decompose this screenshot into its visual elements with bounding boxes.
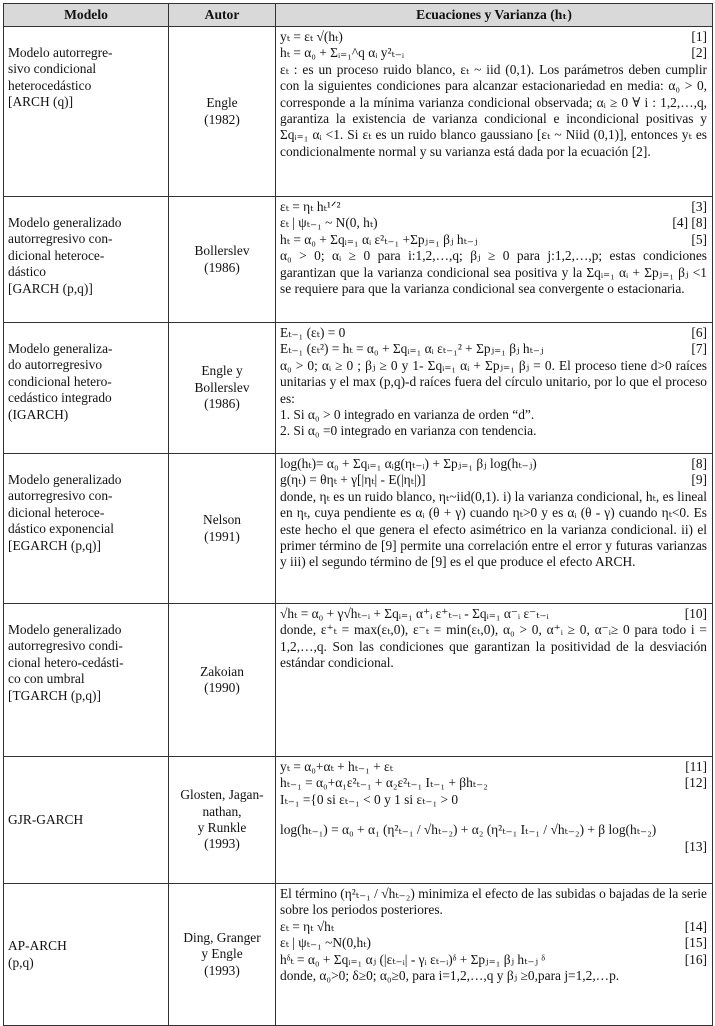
modelo-line: Modelo generalizado — [8, 622, 122, 637]
modelo-line: (IGARCH) — [8, 406, 69, 422]
autor-line: Bollerslev — [194, 379, 250, 395]
equation-number: [6] — [691, 325, 707, 340]
autor-cell — [169, 884, 276, 1026]
equation: hₜ = α₀ + Σᵢ₌₁^q αᵢ y²ₜ₋ᵢ — [280, 45, 405, 61]
autor-cell — [169, 27, 276, 197]
equation-line — [280, 919, 707, 935]
autor-cell — [169, 323, 276, 454]
equation: Iₜ₋₁ ={0 si εₜ₋₁ < 0 y 1 si εₜ₋₁ > 0 — [280, 791, 459, 807]
table-row — [4, 323, 713, 454]
models-table — [3, 3, 713, 1026]
equation-number: [12] — [684, 775, 707, 791]
modelo-cell — [4, 197, 169, 323]
equation-number: [14] — [684, 918, 707, 934]
modelo-line: heterocedástico — [8, 77, 92, 93]
ecuaciones-cell — [276, 197, 713, 323]
equation-line — [280, 935, 707, 951]
modelo-line: co con umbral — [8, 671, 85, 687]
equation-line — [280, 952, 707, 968]
modelo-line: [EGARCH (p,q)] — [8, 537, 101, 553]
intro-text: El término (η²ₜ₋₁ / √hₜ₋₂) minimiza el efecto de las subidas o bajadas de la serie sobre los periodos posteriores. — [280, 886, 707, 918]
equation-number: [8] — [691, 456, 707, 471]
body-text: donde, α₀>0; δ≥0; α₀≥0, para i=1,2,…,q y βⱼ ≥0,para j=1,2,…p. — [280, 968, 620, 984]
autor-line: Engle y — [201, 363, 243, 379]
equation: log(hₜ₋₁) = α₀ + α₁ (η²ₜ₋₁ / √hₜ₋₂) + α₂ (η²ₜ₋₁ Iₜ₋₁ / √hₜ₋₂) + β log(hₜ₋₂) — [280, 822, 657, 838]
body-text: donde, ηₜ es un ruido blanco, ηₜ~iid(0,1). i) la varianza condicional, hₜ, es lineal en ηₜ, cuya pendiente es αᵢ (θ + γ) cuando ηₜ>0 y es αᵢ (θ - γ) cuando ηₜ<0. Es este hecho el que genera el efecto asimétrico en la varianza condicional. ii) el primer término de [9] permite una correlación entre el error y futuras varianzas y iii) el segundo término de [9] es el que produce el efecto ARCH. — [280, 488, 707, 570]
modelo-cell — [4, 454, 169, 604]
equation-line — [280, 45, 707, 61]
modelo-line: (p,q) — [8, 954, 34, 970]
modelo-line: [TGARCH (p,q)] — [8, 687, 101, 703]
equation: εₜ = ηₜ √hₜ — [280, 918, 335, 934]
equation-number: [15] — [684, 935, 707, 951]
autor-line: Glosten, Jagan- — [180, 787, 264, 803]
equation-line — [280, 839, 707, 855]
modelo-cell — [4, 604, 169, 757]
equation-number: [2] — [691, 45, 707, 61]
equation-number: [13] — [684, 838, 707, 854]
table-row — [4, 604, 713, 757]
equation-line — [280, 759, 707, 775]
equation-line — [280, 29, 707, 45]
autor-line: (1982) — [204, 111, 240, 127]
equation-number: [16] — [684, 951, 707, 967]
modelo-line: Modelo generaliza- — [8, 341, 113, 356]
autor-cell — [169, 197, 276, 323]
autor-line: nathan, — [202, 803, 242, 819]
table-row — [4, 197, 713, 323]
modelo-line: autorregresivo con- — [8, 488, 113, 504]
modelo-line: autorregresivo con- — [8, 231, 113, 247]
autor-line: (1990) — [204, 680, 240, 695]
equation: εₜ | ψₜ₋₁ ~ N(0, hₜ) — [280, 215, 378, 231]
modelo-line: autorregresivo condi- — [8, 638, 123, 654]
header-autor: Autor — [169, 4, 276, 27]
equation: hᵟₜ = α₀ + Σqᵢ₌₁ αⱼ (|εₜ₋ᵢ| - γᵢ εₜ₋ᵢ)ᵟ + Σpⱼ₌₁ βⱼ hₜ₋ⱼ ᵟ — [280, 951, 545, 967]
modelo-cell — [4, 884, 169, 1026]
equation: εₜ | ψₜ₋₁ ~N(0,hₜ) — [280, 935, 371, 951]
modelo-line: GJR-GARCH — [8, 811, 84, 827]
equation-line — [280, 775, 707, 791]
autor-cell — [169, 454, 276, 604]
equation: hₜ = α₀ + Σqᵢ₌₁ αᵢ ε²ₜ₋₁ +Σpⱼ₌₁ βⱼ hₜ₋ⱼ — [280, 231, 478, 247]
equation-number — [701, 792, 707, 808]
equation: g(ηₜ) = θηₜ + γ[|ηₜ| - E(|ηₜ|)] — [280, 472, 426, 488]
autor-line: y Engle — [201, 946, 243, 962]
autor-line: (1991) — [204, 528, 240, 544]
equation-line — [280, 199, 707, 215]
ecuaciones-cell — [276, 604, 713, 757]
spacer — [280, 808, 707, 822]
equation-line — [280, 606, 707, 622]
equation: Eₜ₋₁ (εₜ²) = hₜ = α₀ + Σqᵢ₌₁ αᵢ εₜ₋₁² + Σpⱼ₌₁ βⱼ hₜ₋ⱼ — [280, 341, 544, 357]
body-text: α₀ > 0; αᵢ ≥ 0 ; βⱼ ≥ 0 y 1- Σqᵢ₌₁ αᵢ + Σpⱼ₌₁ βⱼ = 0. El proceso tiene d>0 raíces unitarias y el max (p,q)-d raíces fuera del círculo unitario, por lo que el proceso es: — [280, 357, 707, 406]
autor-line: Ding, Granger — [183, 929, 261, 945]
modelo-line: condicional hetero- — [8, 373, 112, 389]
modelo-line: cedástico integrado — [8, 390, 112, 406]
autor-cell — [169, 604, 276, 757]
modelo-line: Modelo autorregre- — [8, 45, 113, 60]
equation: Eₜ₋₁ (εₜ) = 0 — [280, 325, 346, 340]
modelo-line: do autorregresivo — [8, 357, 103, 373]
ecuaciones-cell — [276, 884, 713, 1026]
ecuaciones-cell — [276, 323, 713, 454]
modelo-line: dicional heteroce- — [8, 504, 105, 520]
equation-number: [1] — [691, 29, 707, 44]
table-row — [4, 454, 713, 604]
body-text: donde, ε⁺ₜ = max(εₜ,0), ε⁻ₜ = min(εₜ,0), α₀ > 0, α⁺ᵢ ≥ 0, α⁻ᵢ≥ 0 para todo i = 1,2,…,q. Son las condiciones que garantizan la positividad de la desviación estándar condicional. — [280, 622, 707, 671]
equation-number: [11] — [685, 759, 707, 774]
table-body — [4, 27, 713, 1026]
equation-number: [10] — [684, 606, 707, 621]
modelo-cell — [4, 757, 169, 884]
modelo-line: sivo condicional — [8, 61, 97, 77]
autor-line: Engle — [206, 95, 238, 111]
modelo-line: AP-ARCH — [8, 938, 67, 954]
equation-line — [280, 792, 707, 808]
modelo-line: dicional heteroce- — [8, 247, 105, 263]
header-modelo: Modelo — [4, 4, 169, 27]
equation-line — [280, 456, 707, 472]
list-item: 2. Si α₀ =0 integrado en varianza con tendencia. — [280, 423, 537, 439]
header-ecuaciones: Ecuaciones y Varianza (hₜ) — [276, 4, 713, 27]
equation-line — [280, 232, 707, 248]
ecuaciones-cell — [276, 27, 713, 197]
autor-line: (1993) — [204, 962, 240, 978]
equation: hₜ₋₁ = α₀+α₁ε²ₜ₋₁ + α₂ε²ₜ₋₁ Iₜ₋₁ + βhₜ₋₂ — [280, 775, 488, 791]
modelo-line: cional hetero-cedásti- — [8, 654, 124, 670]
equation-line — [280, 215, 707, 231]
header-row — [4, 4, 713, 27]
equation: yₜ = α₀+αₜ + hₜ₋₁ + εₜ — [280, 759, 393, 774]
equation-number: [5] — [691, 231, 707, 247]
autor-line: (1986) — [204, 259, 240, 275]
autor-line: (1986) — [204, 396, 240, 412]
equation-line — [280, 325, 707, 341]
list-item: 1. Si α₀ > 0 integrado en varianza de orden “d”. — [280, 407, 535, 423]
ecuaciones-cell — [276, 757, 713, 884]
autor-line: Nelson — [203, 512, 241, 528]
equation: √hₜ = α₀ + γ√hₜ₋ᵢ + Σqᵢ₌₁ α⁺ᵢ ε⁺ₜ₋ᵢ - Σqᵢ₌₁ α⁻ᵢ ε⁻ₜ₋ᵢ — [280, 606, 549, 621]
modelo-line: dástico — [8, 264, 46, 280]
equation-line — [280, 341, 707, 357]
modelo-cell — [4, 323, 169, 454]
autor-line: Zakoian — [200, 663, 244, 679]
modelo-cell — [4, 27, 169, 197]
modelo-line: [GARCH (p,q)] — [8, 280, 93, 296]
modelo-line: [ARCH (q)] — [8, 94, 74, 110]
equation: εₜ = ηₜ hₜ¹ᐟ² — [280, 199, 341, 214]
table-row — [4, 757, 713, 884]
modelo-line: Modelo generalizado — [8, 472, 122, 487]
table-row — [4, 884, 713, 1026]
modelo-line: Modelo generalizado — [8, 215, 122, 230]
equation-number: [3] — [691, 199, 707, 214]
table-row — [4, 27, 713, 197]
equation: log(hₜ)= α₀ + Σqᵢ₌₁ αᵢg(ηₜ₋ᵢ) + Σpⱼ₌₁ βⱼ log(hₜ₋ⱼ) — [280, 456, 537, 471]
autor-line: Bollerslev — [194, 243, 250, 259]
autor-line: y Runkle — [197, 820, 247, 835]
equation-line — [280, 472, 707, 488]
autor-cell — [169, 757, 276, 884]
equation: yₜ = εₜ √(hₜ) — [280, 29, 343, 44]
body-text: α₀ > 0; αᵢ ≥ 0 para i:1,2,…,q; βⱼ ≥ 0 para j:1,2,…,p; estas condiciones garantizan que la varianza condicional sea positiva y la Σqᵢ₌₁ αᵢ + Σpⱼ₌₁ βⱼ <1 se requiere para que la varianza condicional sea convergente o estacionaria. — [280, 248, 707, 297]
ecuaciones-cell — [276, 454, 713, 604]
equation-number: [7] — [691, 341, 707, 357]
autor-line: (1993) — [204, 836, 240, 852]
body-text: εₜ : es un proceso ruido blanco, εₜ ~ iid (0,1). Los parámetros deben cumplir con la siguientes condiciones para alcanzar estacionariedad en media: α₀ > 0, corresponde a la mínima varianza condicional observada; αᵢ ≥ 0 ∀ i : 1,2,…,q, garantiza la existencia de varianza condicional e incondicional positivas y Σqᵢ₌₁ αᵢ <1. Si εₜ es un ruido blanco gaussiano [εₜ ~ Niid (0,1)], entonces yₜ es condicionalmente normal y su varianza está dada por la ecuación [2]. — [280, 61, 707, 159]
equation-number: [4] [8] — [672, 215, 707, 231]
modelo-line: dástico exponencial — [8, 521, 114, 537]
equation-number: [9] — [691, 472, 707, 488]
